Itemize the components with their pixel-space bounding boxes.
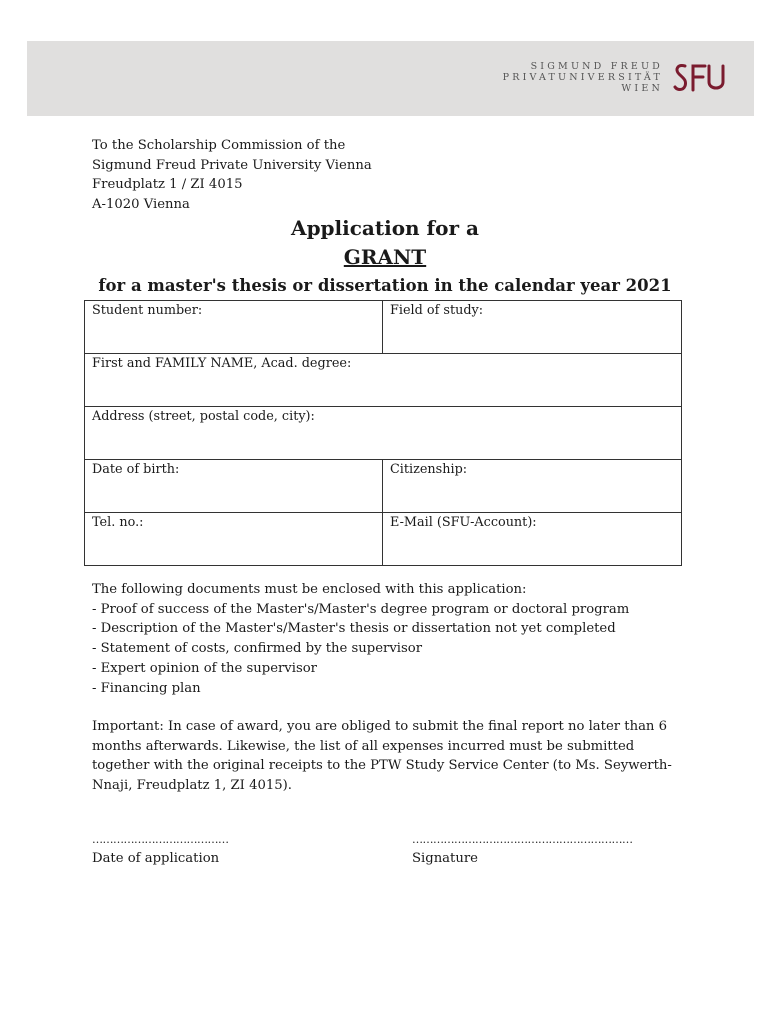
form-row [85, 407, 682, 460]
university-name [503, 61, 663, 94]
form-row [85, 354, 682, 407]
university-name-line: SIGMUND FREUD [530, 61, 663, 72]
page-title-grant: GRANT [343, 245, 427, 269]
application-form [84, 300, 682, 566]
signature-label: Signature [412, 851, 478, 866]
signature-block [412, 830, 633, 868]
form-row [85, 460, 682, 513]
date-of-birth-label: Date of birth: [92, 462, 180, 477]
document-item: - Description of the Master's/Master's thesis or dissertation not yet completed [92, 621, 616, 637]
date-of-application-block [92, 830, 229, 868]
recipient-line: To the Scholarship Commission of the [92, 138, 346, 153]
student-number-label: Student number: [92, 303, 203, 318]
university-name-line: WIEN [621, 83, 663, 94]
university-name-line: PRIVATUNIVERSITÄT [502, 72, 663, 83]
page-subtitle: for a master's thesis or dissertation in the calendar year 2021 [98, 276, 672, 295]
required-documents [92, 580, 629, 698]
field-of-study-field[interactable] [383, 301, 682, 354]
recipient-address [92, 136, 372, 215]
tel-field[interactable] [85, 513, 383, 566]
document-item: - Statement of costs, confirmed by the supervisor [92, 641, 423, 657]
date-of-application-label: Date of application [92, 851, 220, 866]
citizenship-field[interactable] [383, 460, 682, 513]
address-field[interactable] [85, 407, 682, 460]
name-label: First and FAMILY NAME, Acad. degree: [92, 356, 352, 371]
email-field[interactable] [383, 513, 682, 566]
name-field[interactable] [85, 354, 682, 407]
recipient-line: A-1020 Vienna [92, 197, 190, 213]
important-notice: Important: In case of award, you are obliged to submit the final report no later than 6 months afterwards. Likewise, the list of all expenses incurred must be submitted together with the original receipts to the PTW Study Service Center (to Ms. Seywerth-Nnaji, Freudplatz 1, ZI 4015). [92, 719, 672, 794]
citizenship-label: Citizenship: [390, 462, 468, 477]
date-of-birth-field[interactable] [85, 460, 383, 513]
recipient-line: Sigmund Freud Private University Vienna [92, 157, 372, 173]
form-row [85, 301, 682, 354]
form-row [85, 513, 682, 566]
recipient-line: Freudplatz 1 / ZI 4015 [92, 177, 243, 193]
header-band [27, 41, 754, 116]
email-label: E-Mail (SFU-Account): [390, 515, 537, 530]
document-item: - Financing plan [92, 680, 201, 696]
signature-dots-line[interactable]: ……………………………………………………… [412, 833, 633, 846]
date-dots-line[interactable]: ………………………………… [92, 833, 229, 846]
address-label: Address (street, postal code, city): [92, 409, 315, 424]
sfu-logo [673, 60, 729, 96]
field-of-study-label: Field of study: [390, 303, 484, 318]
document-item: - Expert opinion of the supervisor [92, 660, 317, 676]
documents-intro: The following documents must be enclosed with this application: [92, 582, 527, 597]
document-item: - Proof of success of the Master's/Master's degree program or doctoral program [92, 601, 630, 617]
page-title: Application for a [291, 216, 479, 240]
student-number-field[interactable] [85, 301, 383, 354]
tel-label: Tel. no.: [92, 515, 144, 530]
